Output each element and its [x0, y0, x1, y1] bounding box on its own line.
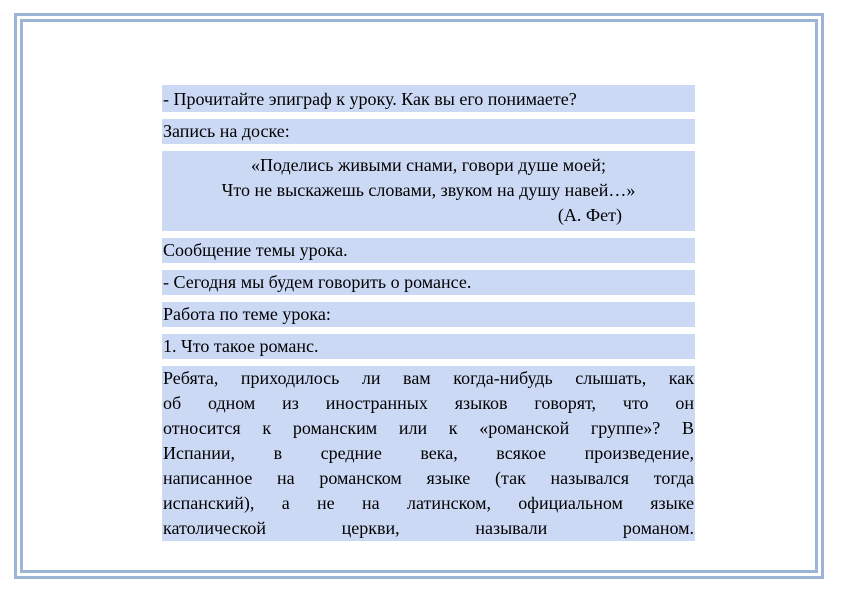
- point-1-line: 1. Что такое романс.: [162, 334, 695, 359]
- epigraph-author: (А. Фет): [557, 205, 622, 225]
- paragraph-line: Ребята, приходилось ли вам когда-нибудь слышать, как: [163, 368, 694, 388]
- epigraph: [162, 151, 695, 231]
- paragraph-line: относится к романским или к «романской группе»? В: [163, 418, 694, 438]
- work-line: Работа по теме урока:: [162, 302, 695, 327]
- board-note-line: Запись на доске:: [162, 119, 695, 144]
- paragraph-line: об одном из иностранных языков говорят, что он: [163, 393, 694, 413]
- epigraph-line-2: Что не выскажешь словами, звуком на душу навей…»: [221, 180, 636, 200]
- slide-text-block: [162, 85, 695, 541]
- today-line: - Сегодня мы будем говорить о романсе.: [162, 270, 695, 295]
- paragraph-line: написанное на романском языке (так назывался тогда: [163, 468, 694, 488]
- romance-paragraph: [162, 366, 695, 541]
- topic-line: Сообщение темы урока.: [162, 238, 695, 263]
- paragraph-line: испанский), а не на латинском, официальном языке: [163, 493, 694, 513]
- epigraph-line-1: «Поделись живыми снами, говори душе моей;: [251, 155, 606, 175]
- question-line: - Прочитайте эпиграф к уроку. Как вы его понимаете?: [162, 85, 695, 112]
- paragraph-line: католической церкви, называли романом.: [163, 518, 694, 538]
- paragraph-line: Испании, в средние века, всякое произведение,: [163, 443, 694, 463]
